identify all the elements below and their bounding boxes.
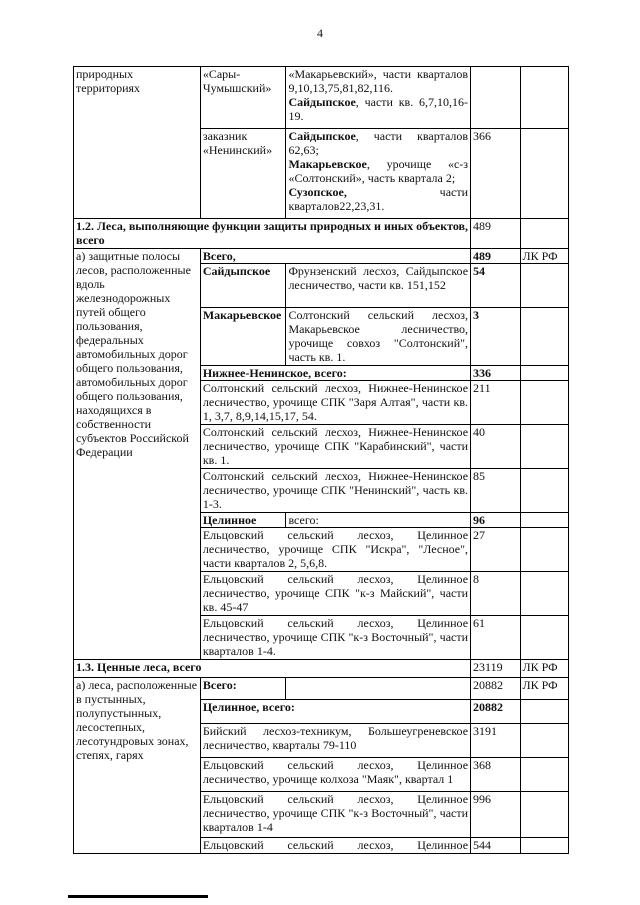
table-cell: 85 [471,469,521,513]
table-cell [471,249,521,264]
footer-rule [68,895,208,898]
cell-bold-text: Сузопское, [288,185,347,199]
table-cell: Бийский лесхоз-техникум, Большеугреневское лесничество, кварталы 79-110 [200,724,470,758]
table-cell: Ельцовский сельский лесхоз, Целинное лесничество, урочище СПК "Искра", "Лесное", части кварталов 2, 5,6,8. [200,528,470,572]
table-cell [520,700,568,724]
table-cell: 368 [471,758,521,792]
page-number: 4 [317,26,323,40]
table-cell: 3191 [471,724,521,758]
cell-text: «Макарьевский», части кварталов 9,10,13,75,81,82,116. [288,67,469,95]
table-cell: Ельцовский сельский лесхоз, Целинное лесничество, урочище СПК "к-з Майский", части кв. 45-47 [200,572,470,616]
table-cell [200,366,470,381]
table-cell [520,469,568,513]
cell-bold-text: Целинное [202,513,257,527]
table-cell: 8 [471,572,521,616]
table-cell [520,838,568,854]
table-cell: 23119 [471,660,521,678]
table-cell: Ельцовский сельский лесхоз, Целинное лесничество, урочище СПК "к-з Восточный", части кварталов 1-4. [200,616,470,660]
cell-bold-text: 20882 [473,700,504,714]
table-cell: ЛК РФ [520,249,568,264]
table-cell [200,700,470,724]
cell-bold-text: Сайдыпское [288,95,356,109]
cell-text: , части кварталов 62,63; [288,129,469,157]
table-cell [471,264,521,308]
cell-bold-text: Всего: [202,678,237,692]
table-cell: всего: [286,513,471,528]
section-title: 1.3. Ценные леса, всего [74,660,471,678]
table-cell: Фрунзенский лесхоз, Сайдыпское лесничество, части кв. 151,152 [286,264,471,308]
table-cell [520,67,568,129]
table-cell [200,249,470,264]
table-cell: 366 [471,129,521,219]
cell-bold-text: Всего, [202,249,236,263]
cell-bold-text: 54 [473,264,486,278]
table-row [74,129,569,219]
table-cell [520,219,568,249]
table-cell [520,758,568,792]
table-cell [471,308,521,366]
table-cell [520,308,568,366]
table-cell [286,678,471,700]
table-cell [520,724,568,758]
table-cell [286,129,471,219]
cell-bold-text: Сайдыпское [202,264,271,278]
table-cell: ЛК РФ [520,678,568,700]
cell-bold-text: Целинное, всего: [202,700,295,714]
cell-bold-text: Макарьевское [288,157,367,171]
forest-table [73,66,569,854]
table-cell: 61 [471,616,521,660]
section-header-row [74,660,569,678]
table-cell [200,513,286,528]
table-cell [520,381,568,425]
table-cell [200,264,286,308]
table-cell: 20882 [471,678,521,700]
table-cell: 27 [471,528,521,572]
table-row [74,249,569,264]
table-cell [520,616,568,660]
table-cell: а) защитные полосы лесов, расположенные вдоль железнодорожных путей общего пользования, федеральных автомобильных дорог общего пользования, автомобильных дорог общего пользования, находящихся в собственности субъектов Российской Федерации [74,249,201,660]
section-header-row [74,219,569,249]
table-cell: Солтонский сельский лесхоз, Нижнее-Ненинское лесничество, урочище СПК "Карабинский", части кв. 1. [200,425,470,469]
table-cell [471,700,521,724]
table-cell [520,528,568,572]
table-cell: 544 [471,838,521,854]
table-cell [520,366,568,381]
table-cell [471,366,521,381]
cell-bold-text: 3 [473,308,480,322]
cell-bold-text: 336 [473,366,492,380]
table-cell: Солтонский сельский лесхоз, Нижнее-Ненинское лесничество, урочище СПК "Ненинский", часть кв. 1-3. [200,469,470,513]
cell-bold-text: Нижнее-Ненинское, всего: [202,366,347,380]
table-cell: «Сары-Чумышский» [200,67,286,129]
table-cell: ЛК РФ [520,660,568,678]
table-cell [520,264,568,308]
table-cell: заказник «Ненинский» [200,129,286,219]
table-cell: 996 [471,792,521,838]
cell-text: , части кв. 6,7,10,16-19. [288,95,469,123]
table-cell: 211 [471,381,521,425]
table-cell: а) леса, расположенные в пустынных, полупустынных, лесостепных, лесотундровых зонах, степях, гарях [74,678,201,854]
table-cell [471,513,521,528]
table-row [74,67,569,129]
table-cell: 489 [471,219,521,249]
table-cell [286,67,471,129]
cell-text: части кварталов22,23,31. [288,185,469,213]
table-cell: Ельцовский сельский лесхоз, Целинное лесничество, урочище СПК "к-з Восточный", части кварталов 1-4 [200,792,470,838]
table-cell [520,425,568,469]
table-cell: Солтонский сельский лесхоз, Нижнее-Ненинское лесничество, урочище СПК "Заря Алтая", части кв. 1, 3,7, 8,9,14,15,17, 54. [200,381,470,425]
cell-bold-text: Сайдыпское [288,129,356,143]
table-cell: Ельцовский сельский лесхоз, Целинное лесничество, урочище колхоза "Маяк", квартал 1 [200,758,470,792]
table-cell [200,678,286,700]
table-cell: Ельцовский сельский лесхоз, Целинное [200,838,470,854]
table-cell [520,792,568,838]
cell-bold-text: 96 [473,513,486,527]
cell-text: , урочище «с-з «Солтонский», часть квартала 2; [288,157,469,185]
cell-bold-text: Макарьевское [202,308,282,322]
table-cell [471,67,521,129]
section-title: 1.2. Леса, выполняющие функции защиты природных и иных объектов, всего [74,219,471,249]
table-cell [520,129,568,219]
table-cell [520,513,568,528]
table-cell [520,572,568,616]
table-row [74,678,569,700]
table-cell: природных территориях [74,67,201,129]
table-cell: 40 [471,425,521,469]
table-cell [74,129,201,219]
table-cell: Солтонский сельский лесхоз, Макарьевское лесничество, урочище совхоз "Солтонский", часть кв. 1. [286,308,471,366]
cell-bold-text: 489 [473,249,492,263]
table-cell [200,308,286,366]
